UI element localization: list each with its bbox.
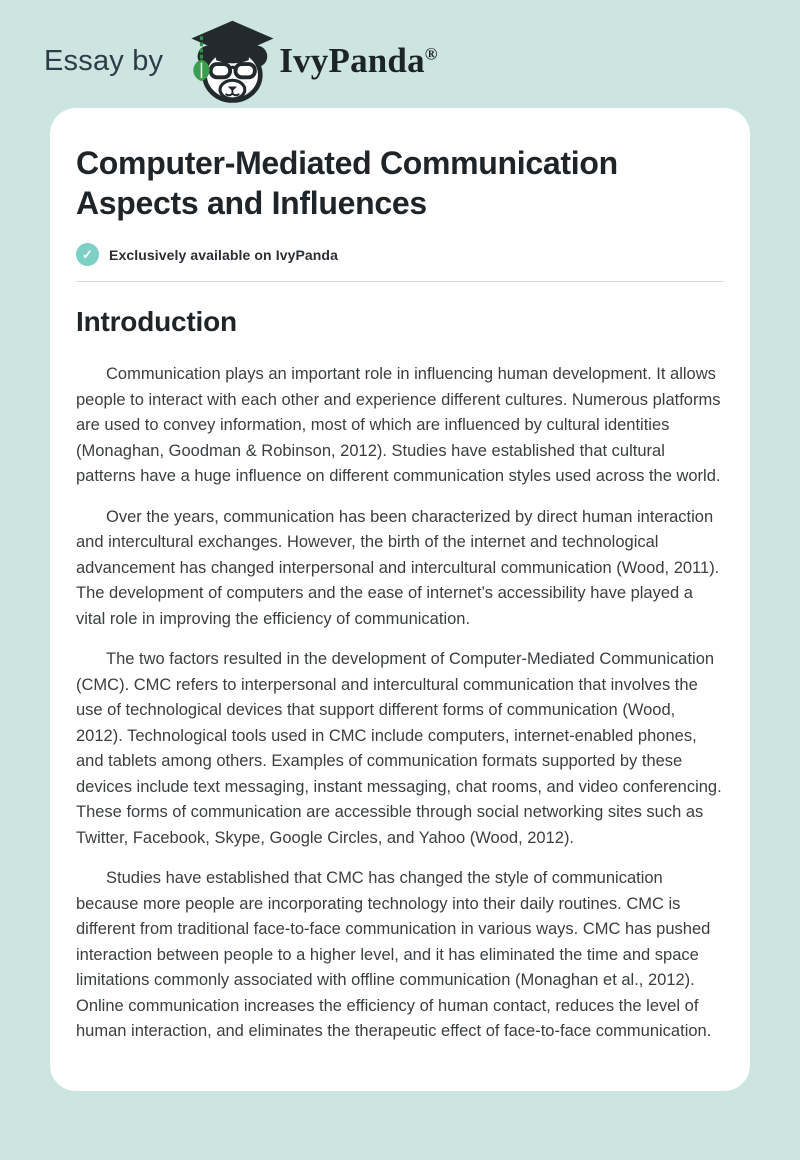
essay-title: Computer-Mediated Communication Aspects and Influences: [76, 145, 618, 221]
essay-by-label: Essay by: [44, 44, 164, 77]
essay-paragraph-1: Communication plays an important role in influencing human development. It allows people to interact with each other and experience different cultures. Numerous platforms are used to convey information, most of which are influenced by cultural identities (Monaghan, Goodman & Robinson, 2012). Studies have established that cultural patterns have a huge influence on different communication styles used across the world.: [76, 365, 721, 486]
essay-paragraph-2: Over the years, communication has been characterized by direct human interaction and intercultural exchanges. However, the birth of the internet and technological advancement has changed interpersonal and intercultural communication (Wood, 2011). The development of computers and the ease of internet’s accessibility have played a vital role in improving the efficiency of communication.: [76, 507, 720, 628]
availability-badge: [76, 243, 724, 266]
registered-mark: ®: [424, 44, 438, 64]
essay-card: [50, 108, 750, 1091]
essay-paragraph-3: The two factors resulted in the development of Computer-Mediated Communication (CMC). CMC refers to interpersonal and intercultural communication that involves the use of technological devices that support different forms of communication (Wood, 2012). Technological tools used in CMC include computers, internet-enabled phones, and tablets among others. Examples of communication formats supported by these devices include text messaging, instant messaging, chat rooms, and video conferencing. These forms of communication are accessible through social networking sites such as Twitter, Facebook, Skype, Google Circles, and Yahoo (Wood, 2012).: [76, 650, 722, 847]
availability-label: Exclusively available on IvyPanda: [109, 246, 338, 263]
brand-name: [279, 41, 437, 81]
site-header: [0, 0, 800, 96]
checkmark-icon: ✓: [76, 243, 99, 266]
divider: [76, 281, 724, 282]
brand-text: IvyPanda: [279, 41, 425, 80]
section-heading-introduction: Introduction: [76, 306, 237, 338]
ivypanda-panda-logo-icon: [179, 16, 275, 106]
essay-paragraph-4: Studies have established that CMC has changed the style of communication because more people are incorporating technology into their daily routines. CMC is different from traditional face-to-face communication in various ways. CMC has pushed interaction between people to a higher level, and it has eliminated the time and space limitations commonly associated with offline communication (Monaghan et al., 2012). Online communication increases the efficiency of human contact, reduces the level of human interaction, and eliminates the therapeutic effect of face-to-face communication.: [76, 869, 712, 1041]
